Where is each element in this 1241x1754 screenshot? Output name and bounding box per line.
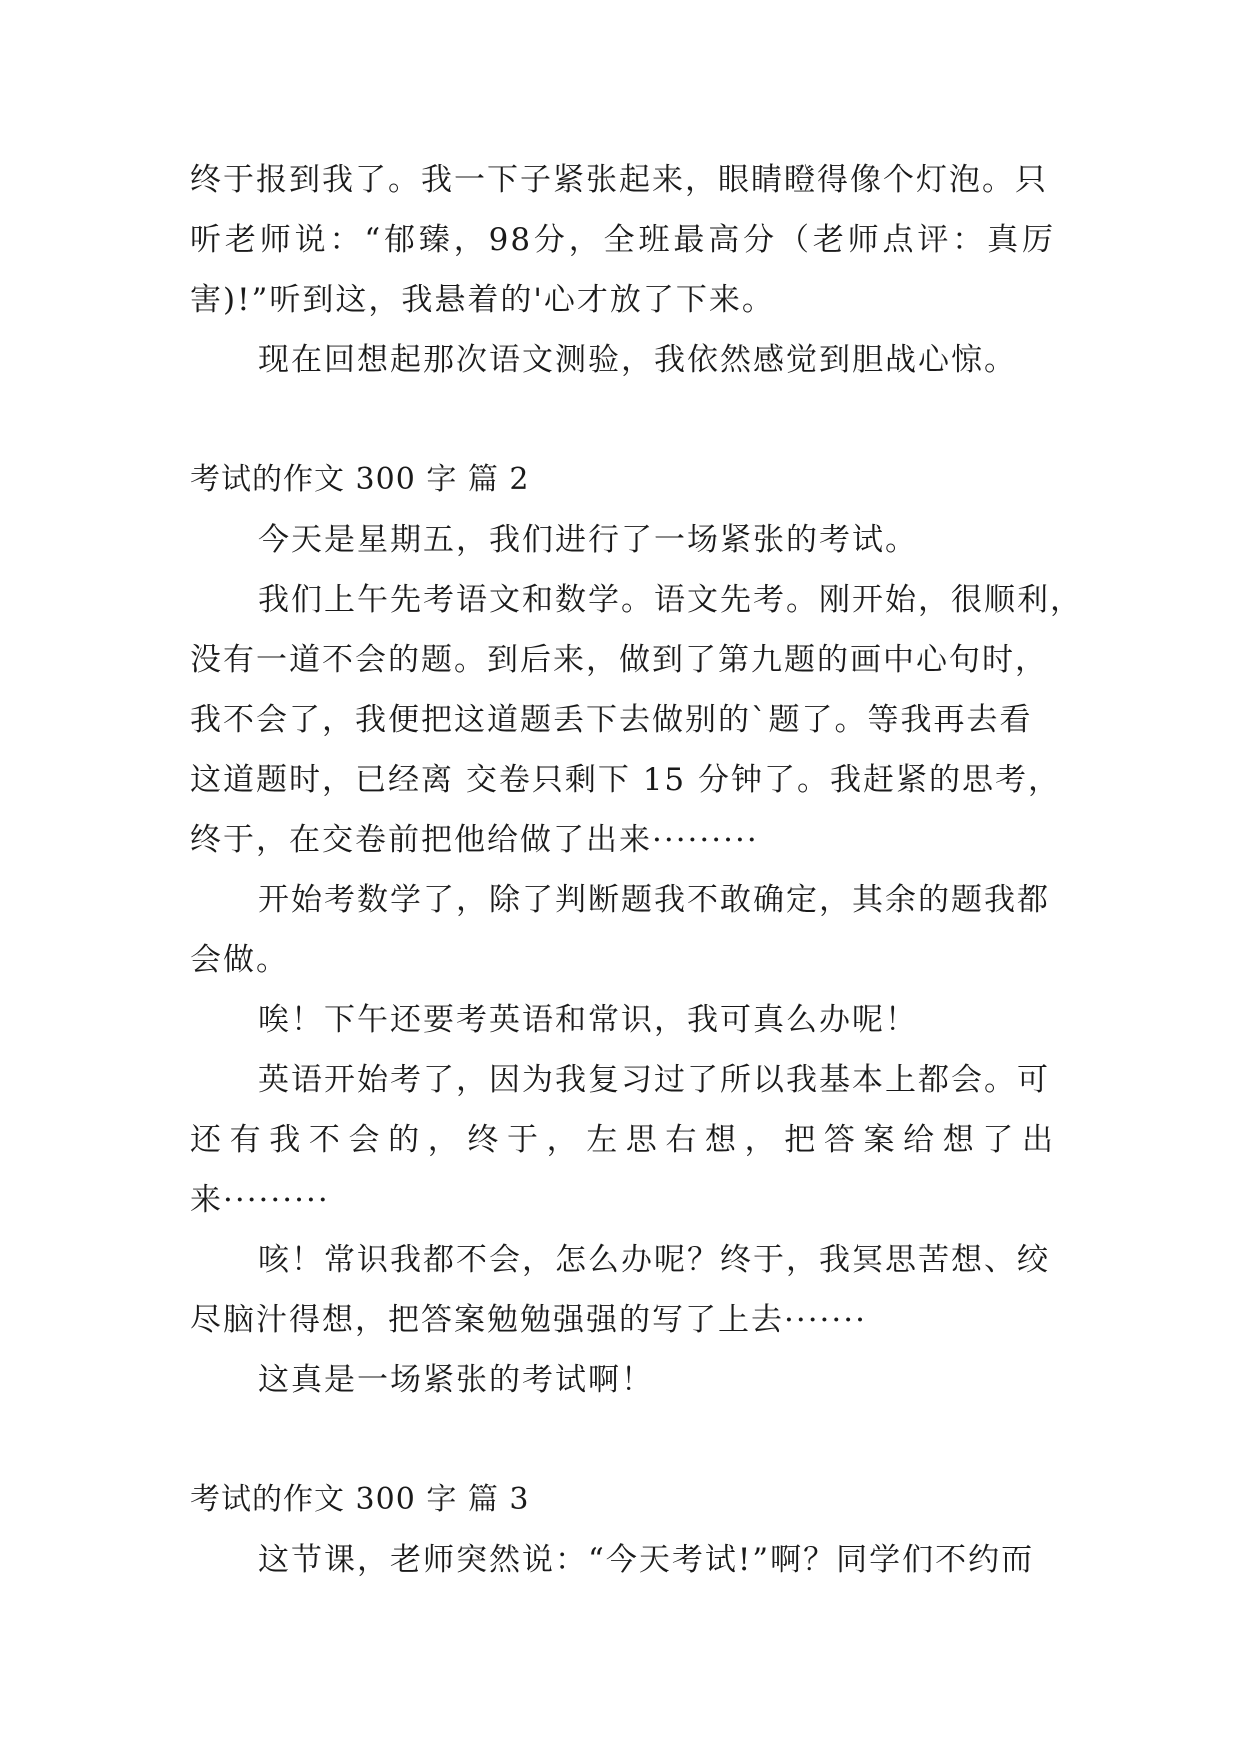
paragraph-first-line: 这真是一场紧张的考试啊！ <box>258 1362 654 1398</box>
section-heading: 考试的作文 300 字 篇 3 <box>190 1482 530 1517</box>
paragraph-line <box>190 210 1055 270</box>
paragraph-first-line: 这节课，老师突然说：“今天考试!”啊？同学们不约而 <box>258 1542 1035 1578</box>
paragraph-line: 终于，在交卷前把他给做了出来········· <box>190 822 759 858</box>
justified-text: 听老师说：“郁臻，98分，全班最高分（老师点评：真厉 <box>190 222 1055 258</box>
document-body <box>190 150 1083 1590</box>
paragraph-line: 来········· <box>190 1182 330 1218</box>
paragraph-first-line: 开始考数学了，除了判断题我不敢确定，其余的题我都 <box>258 882 1050 918</box>
paragraph-line <box>190 1110 1055 1170</box>
paragraph-line: 没有一道不会的题。到后来，做到了第九题的画中心句时， <box>190 642 1048 678</box>
paragraph-spacer <box>190 390 1055 450</box>
paragraph-first-line: 我们上午先考语文和数学。语文先考。刚开始，很顺利， <box>258 582 1083 618</box>
paragraph-first-line: 唉！下午还要考英语和常识，我可真么办呢！ <box>258 1002 918 1038</box>
paragraph-spacer <box>190 1410 1055 1470</box>
paragraph-line: 害)!”听到这，我悬着的'心才放了下来。 <box>190 282 775 318</box>
justified-text: 还有我不会的，终于，左思右想，把答案给想了出 <box>190 1122 1055 1158</box>
paragraph-first-line: 现在回想起那次语文测验，我依然感觉到胆战心惊。 <box>258 342 1017 378</box>
paragraph-line: 这道题时，已经离 交卷只剩下 15 分钟了。我赶紧的思考， <box>190 762 1062 798</box>
paragraph-line: 终于报到我了。我一下子紧张起来，眼睛瞪得像个灯泡。只 <box>190 162 1048 198</box>
paragraph-line: 尽脑汁得想，把答案勉勉强强的写了上去······· <box>190 1302 867 1338</box>
paragraph-line: 我不会了，我便把这道题丢下去做别的`题了。等我再去看 <box>190 702 1033 738</box>
paragraph-first-line: 咳！常识我都不会，怎么办呢？终于，我冥思苦想、绞 <box>258 1242 1050 1278</box>
paragraph-line: 会做。 <box>190 942 289 978</box>
paragraph-first-line: 英语开始考了，因为我复习过了所以我基本上都会。可 <box>258 1062 1050 1098</box>
section-heading: 考试的作文 300 字 篇 2 <box>190 462 530 497</box>
paragraph-first-line: 今天是星期五，我们进行了一场紧张的考试。 <box>258 522 918 558</box>
